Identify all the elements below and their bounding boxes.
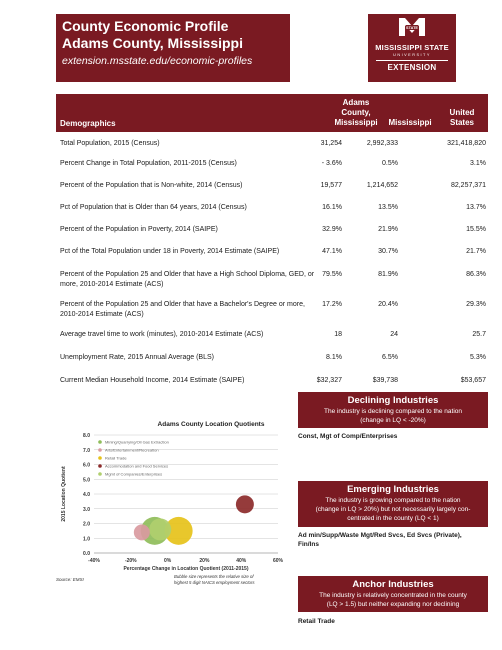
legend-label: Mining/Quarrying/Oil Gas Extraction [105, 439, 169, 445]
chart-source: Source: EMSI [56, 577, 84, 582]
industry-item: Fin/Ins [298, 541, 319, 548]
lq-chart-svg [56, 415, 288, 640]
demographics-section-label: Demographics [60, 119, 116, 128]
industry-item: Retail Trade [298, 618, 335, 625]
value-united-states: 3.1% [470, 160, 486, 167]
legend-label: Arts/Entertainment/Recreation [105, 447, 159, 453]
value-adams: 18 [334, 331, 342, 338]
value-united-states: 5.3% [470, 354, 486, 361]
chart-note-line: Bubble size represents the relative size of [174, 574, 254, 579]
emerging-desc-line: centrated in the county (LQ < 1) [347, 515, 439, 522]
value-mississippi: 2,992,333 [366, 140, 398, 147]
value-adams: 19,577 [320, 182, 342, 189]
anchor-title: Anchor Industries [352, 579, 434, 590]
value-united-states: 13.7% [466, 204, 486, 211]
declining-industries-list [298, 432, 488, 441]
emblem-label: STATE [406, 26, 418, 30]
anchor-industries-box [298, 576, 488, 612]
value-united-states: 321,418,820 [447, 140, 486, 147]
value-united-states: 82,257,371 [450, 182, 486, 189]
table-row [56, 247, 488, 270]
value-mississippi: 21.9% [378, 226, 398, 233]
value-adams: 79.5% [322, 271, 342, 278]
legend-marker [98, 456, 102, 460]
x-tick-label: -40% [88, 558, 100, 564]
y-tick-label: 8.0 [83, 433, 90, 439]
msu-extension-logo [368, 14, 456, 82]
location-quotient-chart [56, 415, 288, 640]
table-row [56, 203, 488, 225]
x-tick-label: 60% [272, 558, 284, 564]
emerging-industries-box [298, 481, 488, 527]
logo-extension-word: EXTENSION [387, 63, 437, 72]
y-tick-label: 6.0 [83, 462, 90, 469]
legend-marker [98, 464, 102, 468]
data-bubble [236, 495, 254, 513]
row-label: Pct of the Total Population under 18 in Poverty, 2014 Estimate (SAIPE) [60, 248, 280, 255]
profile-title: County Economic Profile [62, 18, 229, 34]
value-mississippi: 81.9% [378, 271, 398, 278]
y-tick-label: 2.0 [83, 521, 90, 528]
row-label: Unemployment Rate, 2015 Annual Average (BLS) [60, 354, 214, 361]
table-row [56, 159, 488, 181]
row-label: Percent of the Population that is Non-white, 2014 (Census) [60, 182, 243, 189]
row-label: Current Median Household Income, 2014 Estimate (SAIPE) [60, 377, 245, 384]
msu-emblem-icon [397, 18, 427, 36]
anchor-industries-list [298, 617, 488, 626]
county-title: Adams County, Mississippi [62, 35, 243, 51]
value-adams: 31,254 [320, 140, 342, 147]
value-mississippi: 24 [390, 331, 398, 338]
value-adams: $32,327 [316, 377, 342, 384]
emerging-industries-list [298, 531, 488, 549]
x-tick-label: 40% [236, 558, 247, 564]
emerging-title: Emerging Industries [347, 484, 439, 495]
declining-desc-line: (change in LQ < -20%) [360, 417, 426, 424]
row-label: Pct of Population that is Older than 64 years, 2014 (Census) [60, 204, 247, 211]
table-row [56, 300, 488, 330]
legend-label: Accommodation and Food Services [105, 463, 169, 469]
value-adams: 17.2% [322, 301, 342, 308]
value-adams: - 3.6% [321, 160, 342, 167]
value-mississippi: 20.4% [378, 301, 398, 308]
table-row [56, 330, 488, 353]
table-row [56, 225, 488, 247]
value-mississippi: 30.7% [378, 248, 398, 255]
y-tick-label: 1.0 [83, 536, 90, 543]
legend-label: Retail Trade [105, 455, 127, 461]
logo-university-name: MISSISSIPPI STATE [375, 43, 449, 52]
y-tick-label: 0.0 [83, 551, 90, 557]
x-tick-label: -20% [124, 558, 137, 564]
demographics-table-header [56, 94, 488, 132]
value-mississippi: $39,738 [372, 377, 398, 384]
column-header-united-states: United States [449, 108, 475, 127]
anchor-desc-line: (LQ > 1.5) but neither expanding nor declining [326, 601, 460, 608]
value-united-states: 15.5% [466, 226, 486, 233]
y-axis-label: 2015 Location Quotient [61, 466, 67, 522]
logo-university-word: UNIVERSITY [393, 53, 431, 57]
declining-industries-box [298, 392, 488, 428]
table-row [56, 270, 488, 300]
industry-item: Const, Mgt of Comp/Enterprises [298, 433, 398, 440]
y-tick-label: 5.0 [83, 477, 90, 484]
emerging-desc-line: The industry is growing compared to the nation [325, 497, 461, 504]
table-row [56, 139, 488, 159]
x-tick-label: 20% [199, 558, 210, 564]
declining-desc-line: The industry is declining compared to the nation [323, 408, 463, 415]
legend-marker [98, 472, 102, 476]
value-united-states: 21.7% [466, 248, 486, 255]
declining-title: Declining Industries [347, 395, 439, 406]
row-label: Percent Change in Total Population, 2011-2015 (Census) [60, 160, 237, 167]
data-bubble [134, 524, 150, 540]
y-tick-label: 3.0 [83, 506, 90, 513]
value-united-states: 29.3% [466, 301, 486, 308]
y-tick-label: 7.0 [83, 447, 90, 454]
value-mississippi: 1,214,652 [366, 182, 398, 189]
profile-header [56, 14, 290, 82]
x-tick-label: 0% [163, 558, 172, 564]
chart-note-line: highest 5 digit NAICS employment sectors [174, 580, 255, 585]
legend-marker [98, 440, 102, 444]
row-label: Percent of the Population in Poverty, 2014 (SAIPE) [60, 226, 218, 233]
x-axis-label: Percentage Change in Location Quotient (2011-2015) [123, 566, 249, 572]
y-tick-label: 4.0 [83, 492, 90, 498]
column-header-adams: Adams County, Mississippi [334, 98, 378, 127]
legend-marker [98, 448, 102, 452]
value-adams: 8.1% [326, 354, 342, 361]
chart-title: Adams County Location Quotients [157, 421, 265, 428]
table-row [56, 353, 488, 376]
value-mississippi: 13.5% [378, 204, 398, 211]
value-mississippi: 6.5% [382, 354, 398, 361]
row-label: Percent of the Population 25 and Older that have a High School Diploma, GED, or more, 2010-2014 Estimate (ACS) [60, 271, 315, 288]
demographics-table [56, 132, 488, 396]
row-label: Average travel time to work (minutes), 2010-2014 Estimate (ACS) [60, 331, 264, 338]
data-bubble [149, 518, 171, 540]
anchor-desc-line: The industry is relatively concentrated in the county [319, 592, 467, 599]
value-united-states: $53,657 [460, 377, 486, 384]
value-united-states: 25.7 [472, 331, 486, 338]
logo-divider [376, 60, 448, 61]
row-label: Total Population, 2015 (Census) [60, 140, 160, 147]
legend-label: Mgmt of Companies/Enterprises [105, 471, 163, 477]
column-header-mississippi: Mississippi [388, 118, 432, 127]
value-adams: 32.9% [322, 226, 342, 233]
value-adams: 47.1% [322, 248, 342, 255]
row-label: Percent of the Population 25 and Older that have a Bachelor's Degree or more, 2010-2014 Estimate (ACS) [60, 301, 305, 318]
value-adams: 16.1% [322, 204, 342, 211]
profile-url[interactable]: extension.msstate.edu/economic-profiles [62, 55, 253, 67]
value-mississippi: 0.5% [382, 160, 398, 167]
table-row [56, 181, 488, 203]
value-united-states: 86.3% [466, 271, 486, 278]
industry-item: Ad min/Supp/Waste Mgt/Red Svcs, Ed Svcs (Private), [298, 532, 462, 539]
emerging-desc-line: (change in LQ > 20%) but not necessarily largely con- [315, 506, 471, 513]
